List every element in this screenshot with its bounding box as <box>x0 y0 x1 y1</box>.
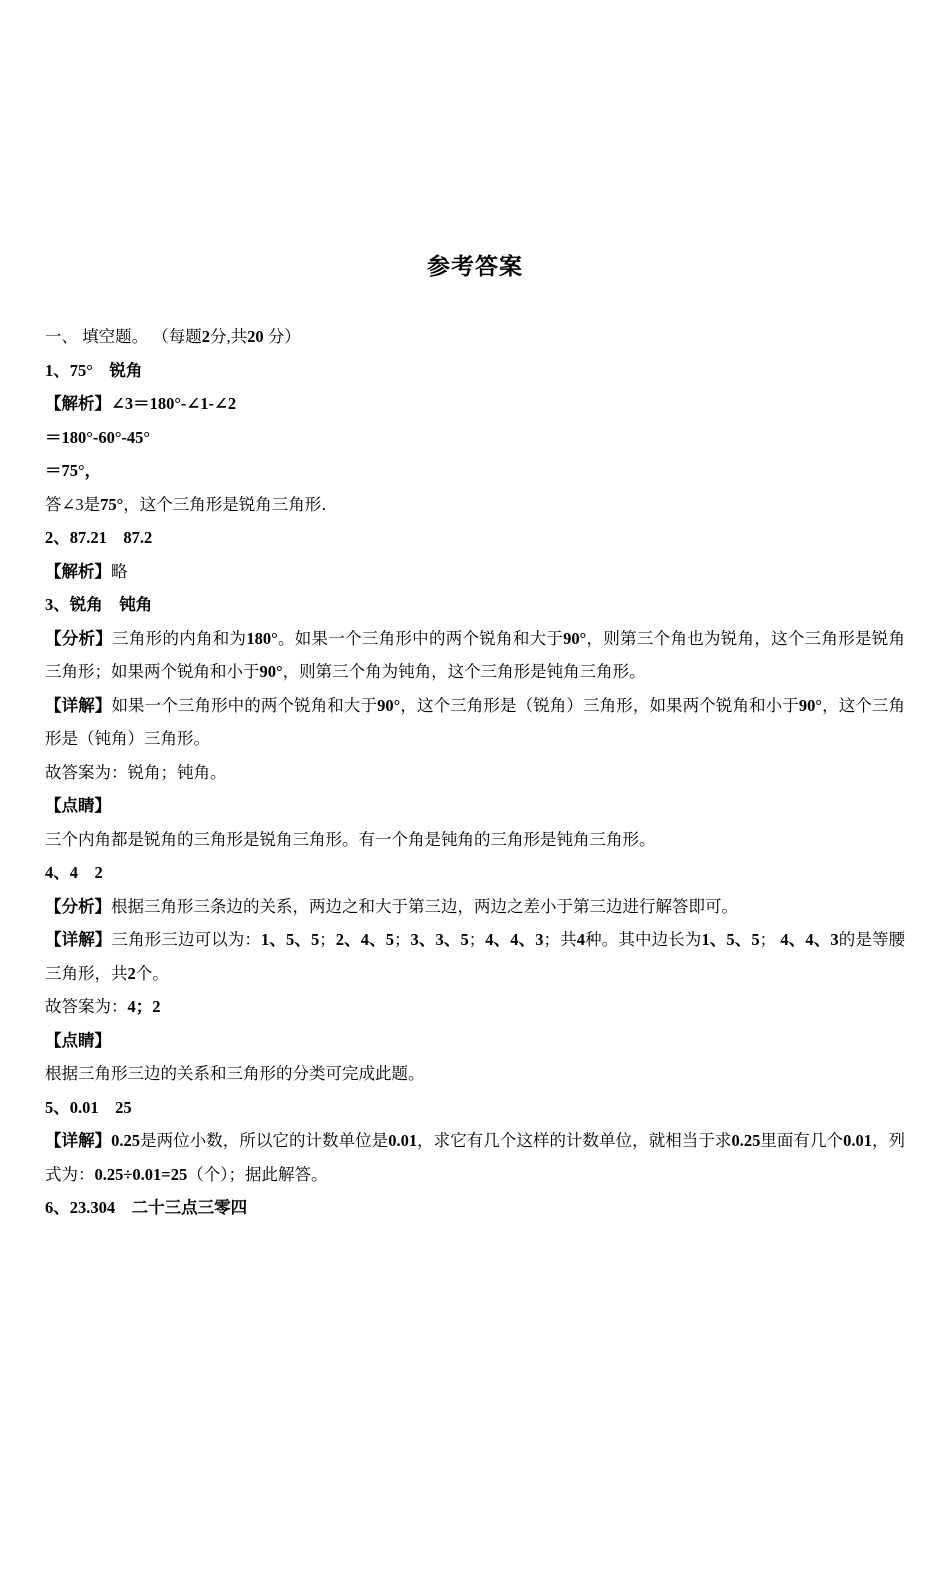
text-run: 【分析】 <box>45 628 113 648</box>
paragraph <box>45 823 905 857</box>
text-run: ，列式为： <box>45 1131 906 1184</box>
paragraph <box>45 1057 905 1091</box>
text-run: ，这个三角形是（锐角）三角形，如果两个锐角和小于 <box>400 695 799 715</box>
text-run: 三角形的内角和为 <box>112 628 247 648</box>
text-run: 1、75° 锐角 <box>45 360 143 380</box>
text-run: 【详解】 <box>45 930 112 949</box>
text-run: ； <box>319 930 336 949</box>
text-run: 4 <box>576 930 585 949</box>
text-run: ； <box>468 930 486 949</box>
text-run: ； <box>759 930 781 949</box>
text-run: 3、3、5 <box>410 930 469 949</box>
paragraph <box>45 990 905 1024</box>
text-run: 个。 <box>135 963 169 983</box>
paragraph <box>45 856 905 890</box>
text-run: 分,共 <box>210 327 248 346</box>
text-run: 0.25 <box>111 1131 141 1150</box>
text-run: 。如果一个三角形中的两个锐角和大于 <box>277 628 564 648</box>
text-run: 三个内角都是锐角的三角形是锐角三角形。有一个角是钝角的三角形是钝角三角形。 <box>45 829 656 849</box>
text-run: 2 <box>127 963 136 983</box>
paragraph <box>45 756 905 790</box>
text-run: ； <box>394 930 411 949</box>
paragraph <box>45 622 905 689</box>
text-run: 0.25÷0.01=25 <box>94 1164 188 1184</box>
paragraph <box>45 588 905 622</box>
text-run: 答∠3是 <box>45 494 101 514</box>
text-run: 如果一个三角形中的两个锐角和大于 <box>111 695 378 715</box>
document-page <box>0 252 950 1596</box>
text-run: 1、5、5 <box>261 930 320 949</box>
text-run: 90° <box>563 628 587 648</box>
text-run: 4、4、3 <box>780 930 839 949</box>
text-run: 75° <box>100 494 124 514</box>
paragraph <box>45 555 905 589</box>
text-run: 0.01 <box>843 1131 872 1150</box>
paragraph <box>45 320 905 354</box>
text-run: （个）；据此解答。 <box>187 1164 328 1184</box>
text-run: 2、87.21 87.2 <box>45 528 153 547</box>
text-run: 【详解】 <box>45 1131 112 1150</box>
paragraph <box>45 387 905 421</box>
text-run: 20 <box>247 327 264 346</box>
text-run: 种。其中边长为 <box>584 930 702 949</box>
paragraph <box>45 1024 905 1058</box>
text-run: ，则第三个角为钝角，这个三角形是钝角三角形。 <box>282 662 646 681</box>
paragraph <box>45 421 905 455</box>
text-run: 3、锐角 钝角 <box>45 595 153 614</box>
paragraph <box>45 890 905 924</box>
text-run: 2、4、5 <box>335 930 395 949</box>
document-title: 参考答案 <box>427 254 523 279</box>
text-run: ，这个三角形是（钝角）三角形。 <box>45 695 906 748</box>
paragraph <box>45 789 905 823</box>
text-run: 略 <box>111 561 128 581</box>
text-run: 90° <box>259 662 283 681</box>
text-run: 180° <box>246 628 278 648</box>
paragraph <box>45 521 905 555</box>
text-run: 1、5、5 <box>701 930 760 949</box>
text-run: 故答案为： <box>45 997 128 1016</box>
paragraph <box>45 488 905 522</box>
text-run: ；共 <box>543 930 577 949</box>
text-run: ＝75°， <box>45 461 102 480</box>
text-run: 0.25 <box>731 1131 761 1150</box>
text-run: 4、4 2 <box>45 863 103 882</box>
text-run: 【点睛】 <box>45 1030 111 1050</box>
text-run: ＝180°-60°-45° <box>45 427 151 447</box>
text-run: 一、 填空题。 （每题 <box>45 327 202 346</box>
text-run: 【分析】 <box>45 896 111 916</box>
paragraph <box>45 1191 905 1225</box>
paragraph <box>45 1124 905 1191</box>
text-run: 里面有几个 <box>760 1131 844 1150</box>
text-run: 【详解】 <box>45 695 112 715</box>
text-run: 【点睛】 <box>45 796 111 815</box>
text-run: 是两位小数，所以它的计数单位是 <box>140 1131 389 1150</box>
text-run: 4、4、3 <box>485 930 544 949</box>
text-run: 分） <box>263 327 301 346</box>
text-run: 【解析】 <box>45 561 111 581</box>
text-run: 90° <box>377 695 401 715</box>
text-run: 【解析】∠3＝180°-∠1-∠2 <box>45 394 237 413</box>
text-run: ，这个三角形是锐角三角形． <box>123 494 338 514</box>
text-run: 6、23.304 二十三点三零四 <box>45 1198 248 1217</box>
paragraph <box>45 1091 905 1125</box>
text-run: 的是等腰三角形，共 <box>45 930 906 983</box>
text-run: 4；2 <box>127 997 161 1016</box>
paragraph <box>45 454 905 488</box>
text-run: 根据三角形三条边的关系，两边之和大于第三边，两边之差小于第三边进行解答即可。 <box>111 896 738 916</box>
text-run: ，求它有几个这样的计数单位，就相当于求 <box>417 1131 732 1150</box>
text-run: 三角形三边可以为： <box>111 930 262 949</box>
text-run: 5、0.01 25 <box>45 1097 132 1117</box>
text-run: 0.01 <box>388 1131 418 1150</box>
text-run: 2 <box>201 327 210 346</box>
text-run: 90° <box>798 695 822 715</box>
paragraph <box>45 689 905 756</box>
document-body <box>45 320 905 1225</box>
paragraph <box>45 354 905 388</box>
text-run: 故答案为：锐角；钝角。 <box>45 762 227 782</box>
text-run: ，则第三个角也为锐角，这个三角形是锐角三角形；如果两个锐角和小于 <box>45 628 906 681</box>
paragraph <box>45 923 905 990</box>
text-run: 根据三角形三边的关系和三角形的分类可完成此题。 <box>45 1064 425 1083</box>
